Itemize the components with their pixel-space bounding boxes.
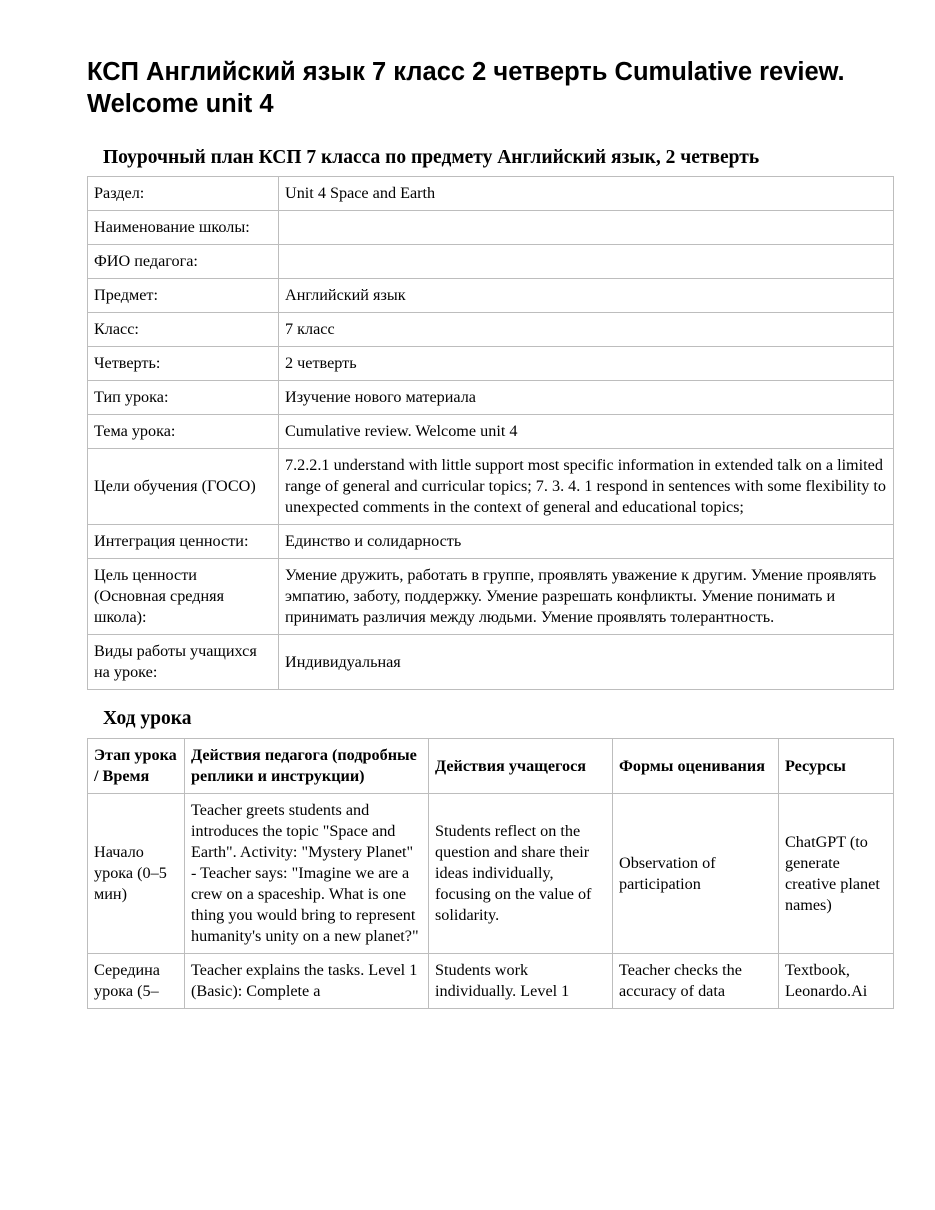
- info-row: [88, 415, 894, 449]
- info-label: Наименование школы:: [88, 211, 279, 245]
- document-page: [87, 56, 893, 1009]
- info-label: Четверть:: [88, 347, 279, 381]
- info-label: Класс:: [88, 313, 279, 347]
- info-label: Цели обучения (ГОСО): [88, 449, 279, 525]
- lesson-heading: Ход урока: [103, 708, 192, 729]
- info-value: 7 класс: [279, 313, 894, 347]
- student-actions-cell: Students work individually. Level 1: [429, 954, 613, 1009]
- info-value: 7.2.2.1 understand with little support most specific information in extended talk on a limited range of general and curricular topics; 7. 3. 4. 1 respond in sentences with some flexibility to unexpected comments in the context of general and educational topics;: [279, 449, 894, 525]
- info-value: [279, 211, 894, 245]
- lesson-header-row: [88, 739, 894, 794]
- info-value: Единство и солидарность: [279, 525, 894, 559]
- stage-cell: Середина урока (5–: [88, 954, 185, 1009]
- table-row: [88, 954, 894, 1009]
- teacher-actions-cell: Teacher explains the tasks. Level 1 (Basic): Complete a: [185, 954, 429, 1009]
- info-row: [88, 635, 894, 690]
- info-value: Изучение нового материала: [279, 381, 894, 415]
- assessment-cell: Observation of participation: [613, 794, 779, 954]
- info-label: Предмет:: [88, 279, 279, 313]
- table-row: [88, 794, 894, 954]
- info-table: [87, 176, 894, 690]
- assessment-cell: Teacher checks the accuracy of data: [613, 954, 779, 1009]
- info-label: Тип урока:: [88, 381, 279, 415]
- column-header: Формы оценивания: [613, 739, 779, 794]
- info-label: Цель ценности (Основная средняя школа):: [88, 559, 279, 635]
- info-row: [88, 559, 894, 635]
- info-label: Интеграция ценности:: [88, 525, 279, 559]
- info-row: [88, 279, 894, 313]
- teacher-actions-cell: Teacher greets students and introduces the topic "Space and Earth". Activity: "Mystery Planet" - Teacher says: "Imagine we are a crew on a spaceship. What is one thing you would bring to represent humanity's unity on a new planet?": [185, 794, 429, 954]
- info-value: Unit 4 Space and Earth: [279, 177, 894, 211]
- info-label: Тема урока:: [88, 415, 279, 449]
- resources-cell: ChatGPT (to generate creative planet names): [779, 794, 894, 954]
- info-row: [88, 381, 894, 415]
- lesson-table: [87, 738, 894, 1009]
- info-label: Виды работы учащихся на уроке:: [88, 635, 279, 690]
- stage-cell: Начало урока (0–5 мин): [88, 794, 185, 954]
- info-label: ФИО педагога:: [88, 245, 279, 279]
- info-row: [88, 313, 894, 347]
- info-row: [88, 177, 894, 211]
- resources-cell: Textbook, Leonardo.Ai: [779, 954, 894, 1009]
- info-value: 2 четверть: [279, 347, 894, 381]
- info-row: [88, 449, 894, 525]
- info-value: Умение дружить, работать в группе, проявлять уважение к другим. Умение проявлять эмпатию, заботу, поддержку. Умение разрешать конфликты. Умение понимать и принимать различия между людьми. Умение проявлять толерантность.: [279, 559, 894, 635]
- info-row: [88, 245, 894, 279]
- column-header: Ресурсы: [779, 739, 894, 794]
- info-row: [88, 211, 894, 245]
- plan-heading: Поурочный план КСП 7 класса по предмету Английский язык, 2 четверть: [103, 147, 760, 168]
- column-header: Действия учащегося: [429, 739, 613, 794]
- info-value: Cumulative review. Welcome unit 4: [279, 415, 894, 449]
- info-row: [88, 525, 894, 559]
- column-header: Этап урока / Время: [88, 739, 185, 794]
- info-label: Раздел:: [88, 177, 279, 211]
- info-value: [279, 245, 894, 279]
- document-title: КСП Английский язык 7 класс 2 четверть Cumulative review. Welcome unit 4: [87, 58, 845, 118]
- student-actions-cell: Students reflect on the question and share their ideas individually, focusing on the value of solidarity.: [429, 794, 613, 954]
- column-header: Действия педагога (подробные реплики и инструкции): [185, 739, 429, 794]
- info-value: Индивидуальная: [279, 635, 894, 690]
- info-row: [88, 347, 894, 381]
- info-value: Английский язык: [279, 279, 894, 313]
